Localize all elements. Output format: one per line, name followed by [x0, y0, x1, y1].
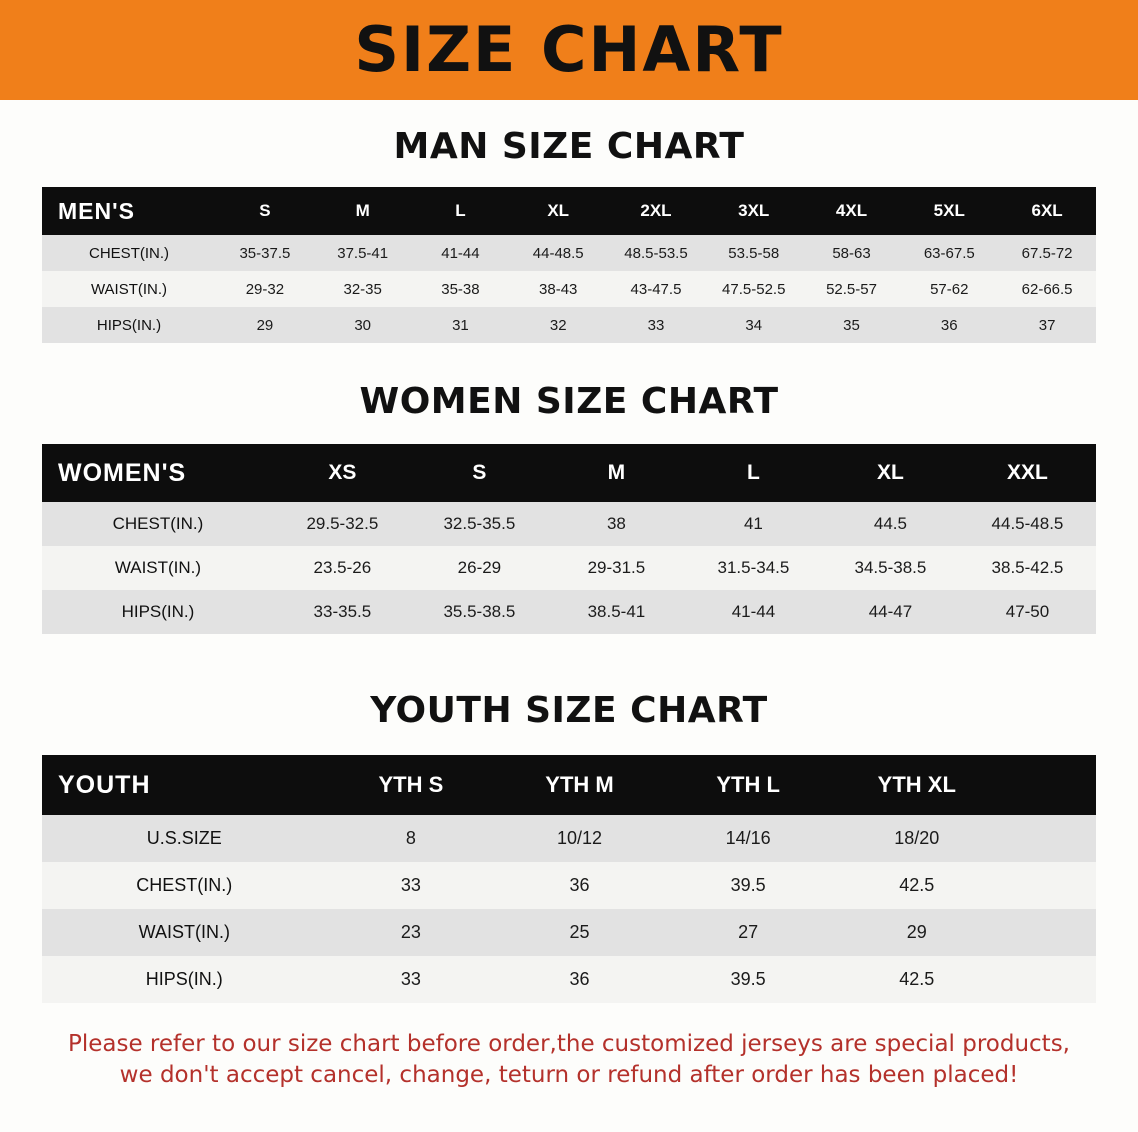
table-cell: 33-35.5: [313, 602, 372, 621]
table-cell: 32: [549, 316, 567, 334]
table-header-row: [42, 444, 1096, 502]
man-table-head: [42, 187, 1096, 235]
man-size-table: [42, 187, 1096, 343]
table-cell: 31.5-34.5: [717, 558, 790, 577]
table-cell: 34.5-38.5: [854, 558, 927, 577]
women-section-heading: WOMEN SIZE CHART: [359, 381, 779, 422]
table-row: [42, 909, 1096, 956]
table-cell: 29.5-32.5: [306, 514, 379, 533]
women-table-body: [42, 502, 1096, 634]
man-header-cell: 3XL: [738, 201, 770, 220]
row-label: WAIST(IN.): [114, 558, 202, 577]
women-table-wrap: [42, 444, 1096, 634]
table-cell: 35-37.5: [239, 244, 291, 262]
table-cell: 34: [745, 316, 763, 334]
table-cell: 14/16: [725, 828, 771, 848]
man-section-heading: MAN SIZE CHART: [393, 126, 745, 167]
man-table-body: [42, 235, 1096, 343]
table-cell: 23: [400, 922, 421, 942]
women-header-cell: XS: [328, 461, 357, 484]
row-label: WAIST(IN.): [138, 922, 230, 942]
table-cell: 29: [906, 922, 927, 942]
youth-header-cell: YTH L: [716, 772, 780, 797]
table-cell: 37.5-41: [337, 244, 389, 262]
women-header-cell: XXL: [1007, 461, 1048, 484]
table-cell: 32.5-35.5: [443, 514, 516, 533]
table-cell: 29-31.5: [587, 558, 646, 577]
table-cell: 39.5: [730, 969, 766, 989]
table-cell: 36: [569, 969, 590, 989]
youth-section-heading: YOUTH SIZE CHART: [370, 690, 768, 731]
table-cell: 31: [452, 316, 469, 334]
table-cell: 23.5-26: [313, 558, 372, 577]
table-cell: 48.5-53.5: [624, 244, 688, 262]
man-header-cell: XL: [547, 201, 570, 220]
table-cell: 67.5-72: [1021, 244, 1073, 262]
table-cell: 44-48.5: [532, 244, 584, 262]
table-cell: 29: [256, 316, 274, 334]
row-label: HIPS(IN.): [121, 602, 195, 621]
table-cell: 38-43: [539, 280, 578, 298]
youth-header-label: YOUTH: [58, 770, 151, 799]
youth-header-spacer: [1001, 755, 1096, 815]
table-cell: 18/20: [894, 828, 940, 848]
row-label: WAIST(IN.): [90, 280, 168, 298]
table-cell-spacer: [1001, 956, 1096, 1003]
women-header-cell: S: [472, 461, 487, 484]
row-label: CHEST(IN.): [89, 244, 170, 262]
table-cell: 47.5-52.5: [722, 280, 786, 298]
table-cell: 37: [1038, 316, 1056, 334]
table-cell: 58-63: [832, 244, 871, 262]
row-label: CHEST(IN.): [112, 514, 204, 533]
table-cell: 30: [354, 316, 372, 334]
table-cell: 38.5-42.5: [991, 558, 1064, 577]
table-cell: 39.5: [730, 875, 766, 895]
women-size-table: [42, 444, 1096, 634]
table-row: [42, 862, 1096, 909]
row-label: HIPS(IN.): [145, 969, 223, 989]
table-cell: 41-44: [441, 244, 480, 262]
table-cell: 43-47.5: [630, 280, 682, 298]
table-cell: 42.5: [899, 875, 935, 895]
table-row: [42, 502, 1096, 546]
youth-size-table: [42, 755, 1096, 1003]
table-cell: 62-66.5: [1021, 280, 1073, 298]
youth-header-cell: YTH M: [545, 772, 614, 797]
table-cell: 35-38: [441, 280, 480, 298]
table-cell: 33: [400, 969, 421, 989]
table-cell-spacer: [1001, 815, 1096, 862]
table-row: [42, 307, 1096, 343]
table-row: [42, 590, 1096, 634]
table-cell: 29-32: [245, 280, 285, 298]
women-header-label: WOMEN'S: [58, 458, 187, 487]
table-cell: 26-29: [457, 558, 502, 577]
table-cell: 25: [569, 922, 590, 942]
man-header-cell: 6XL: [1031, 201, 1063, 220]
youth-header-cell: YTH XL: [877, 772, 956, 797]
man-header-cell: 4XL: [835, 201, 868, 220]
man-table-wrap: [42, 187, 1096, 343]
table-cell: 53.5-58: [728, 244, 780, 262]
table-cell: 44-47: [868, 602, 913, 621]
table-cell: 57-62: [930, 280, 969, 298]
table-cell: 42.5: [899, 969, 935, 989]
man-header-cell: 5XL: [933, 201, 965, 220]
table-cell: 8: [405, 828, 416, 848]
row-label: HIPS(IN.): [96, 316, 162, 334]
women-header-cell: XL: [877, 461, 904, 484]
man-header-label: MEN'S: [58, 197, 135, 224]
row-label: U.S.SIZE: [146, 828, 222, 848]
table-row: [42, 956, 1096, 1003]
table-cell: 36: [569, 875, 590, 895]
table-cell: 33: [647, 316, 665, 334]
man-header-cell: L: [455, 201, 466, 220]
man-header-cell: 2XL: [640, 201, 672, 220]
row-label: CHEST(IN.): [136, 875, 233, 895]
table-cell: 41: [743, 514, 763, 533]
table-cell: 36: [940, 316, 958, 334]
table-cell: 35: [843, 316, 860, 334]
man-header-cell: S: [259, 201, 271, 220]
table-cell: 41-44: [731, 602, 776, 621]
table-cell-spacer: [1001, 909, 1096, 956]
banner: [0, 0, 1138, 100]
table-header-row: [42, 755, 1096, 815]
table-row: [42, 271, 1096, 307]
youth-header-cell: YTH S: [378, 772, 444, 797]
table-cell: 63-67.5: [923, 244, 975, 262]
table-cell: 32-35: [343, 280, 382, 298]
table-cell: 38.5-41: [587, 602, 646, 621]
women-table-head: [42, 444, 1096, 502]
man-header-cell: M: [355, 201, 370, 220]
youth-table-body: [42, 815, 1096, 1003]
youth-table-wrap: [42, 755, 1096, 1003]
table-cell: 10/12: [557, 828, 603, 848]
table-header-row: [42, 187, 1096, 235]
table-cell: 44.5: [873, 514, 907, 533]
table-cell: 27: [738, 922, 759, 942]
table-cell-spacer: [1001, 862, 1096, 909]
table-cell: 52.5-57: [826, 280, 877, 298]
women-header-cell: M: [607, 461, 626, 484]
women-header-cell: L: [747, 461, 760, 484]
table-cell: 38: [606, 514, 626, 533]
policy-note: [40, 1029, 1098, 1091]
policy-note-line1: Please refer to our size chart before order,the customized jerseys are special products,: [67, 1031, 1070, 1057]
table-row: [42, 815, 1096, 862]
table-cell: 47-50: [1005, 602, 1050, 621]
table-cell: 44.5-48.5: [991, 514, 1064, 533]
table-row: [42, 546, 1096, 590]
table-cell: 33: [400, 875, 421, 895]
page-title: SIZE CHART: [354, 13, 784, 86]
table-cell: 35.5-38.5: [443, 602, 516, 621]
youth-table-head: [42, 755, 1096, 815]
table-row: [42, 235, 1096, 271]
policy-note-line2: we don't accept cancel, change, teturn or refund after order has been placed!: [119, 1062, 1019, 1089]
